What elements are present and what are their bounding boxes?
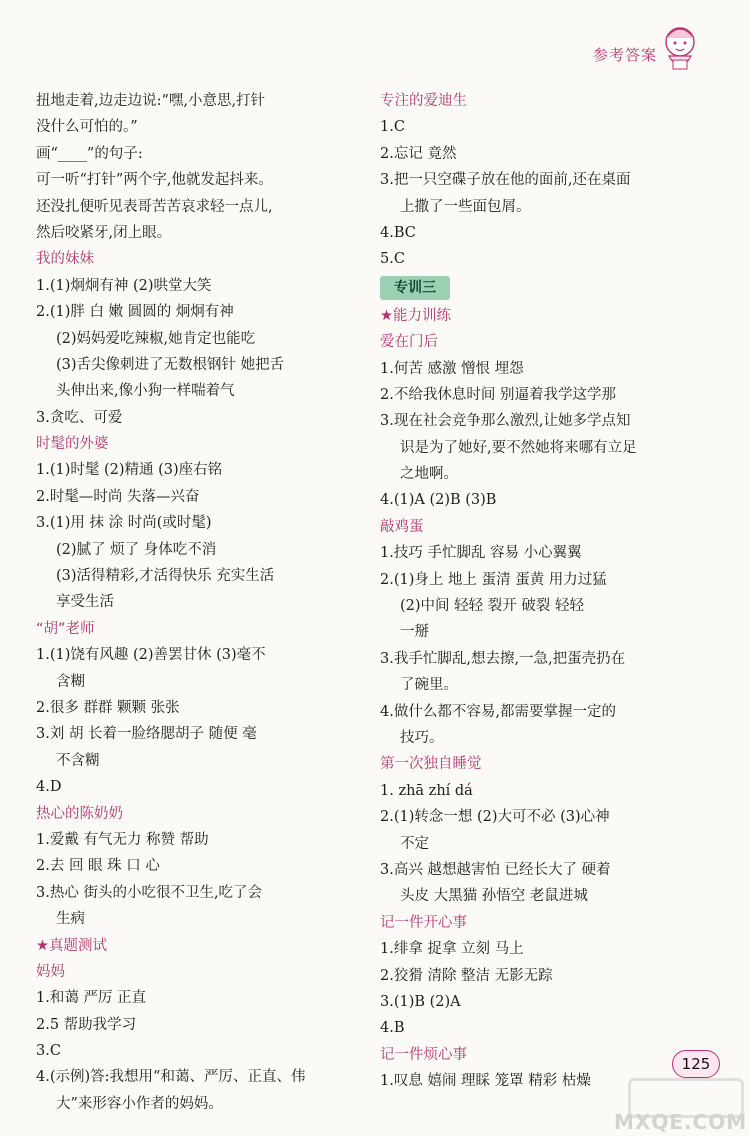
answer-line: 识是为了她好,要不然她将来哪有立足 [400, 439, 637, 456]
answer-line: 4.(1)A (2)B (3)B [380, 492, 497, 509]
section-heading: 妈妈 [36, 963, 65, 980]
section-heading: 时髦的外婆 [36, 436, 109, 453]
answer-line: 2.(1)转念一想 (2)大可不必 (3)心神 [380, 809, 610, 826]
watermark-logo [612, 1078, 748, 1134]
section-badge-row [380, 273, 720, 303]
section-heading: 记一件开心事 [380, 914, 467, 931]
answer-line: 头伸出来,像小狗一样喘着气 [56, 383, 235, 400]
answer-line: 然后咬紧牙,闭上眼。 [36, 224, 172, 241]
left-answer-column [36, 88, 376, 1117]
section-heading: “胡”老师 [36, 620, 95, 637]
answer-line: 2.(1)身上 地上 蛋清 蛋黄 用力过猛 [380, 571, 607, 588]
right-answer-column [380, 88, 720, 1094]
section-heading: 敲鸡蛋 [380, 518, 424, 535]
answer-line: 技巧。 [400, 729, 444, 746]
answer-line: 2.去 回 眼 珠 口 心 [36, 858, 160, 875]
answer-line: 4.(示例)答:我想用“和蔼、严厉、正直、伟 [36, 1069, 306, 1086]
answer-line: 没什么可怕的。” [36, 119, 138, 136]
answer-line: 3.我手忙脚乱,想去擦,一急,把蛋壳扔在 [380, 650, 626, 667]
answer-line: 4.D [36, 779, 62, 796]
answer-line: 2.时髦—时尚 失落—兴奋 [36, 488, 200, 505]
section-badge: 专训三 [380, 276, 450, 300]
answer-line: 1.绯拿 捉拿 立刻 马上 [380, 941, 524, 958]
answer-line: 2.狡猾 清除 整洁 无影无踪 [380, 967, 553, 984]
watermark-url: MXQE.COM [614, 1110, 748, 1134]
answer-line: 1. zhā zhí dá [380, 782, 473, 799]
answer-line: (2)中间 轻轻 裂开 破裂 轻轻 [400, 598, 584, 615]
answer-line: 1.爱戴 有气无力 称赞 帮助 [36, 831, 209, 848]
header-label: 参考答案 [592, 46, 657, 64]
answer-line: (3)活得精彩,才活得快乐 充实生活 [56, 568, 275, 585]
answer-line: 3.刘 胡 长着一脸络腮胡子 随便 毫 [36, 726, 257, 743]
answer-line: 3.贪吃、可爱 [36, 409, 123, 426]
answer-line: 2.不给我休息时间 别逼着我学这学那 [380, 386, 616, 403]
answer-line: 一掰 [400, 624, 429, 641]
answer-line: 不含糊 [56, 752, 100, 769]
answer-line: 头皮 大黑猫 孙悟空 老鼠进城 [400, 888, 588, 905]
section-heading: 记一件烦心事 [380, 1046, 467, 1063]
answer-line: 4.BC [380, 224, 416, 241]
answer-line: 3.现在社会竞争那么激烈,让她多学点知 [380, 413, 631, 430]
answer-line: 不定 [400, 835, 429, 852]
answer-line: 还没扎便听见表哥苦苦哀求轻一点儿, [36, 198, 273, 215]
answer-line: 2.很多 群群 颗颗 张张 [36, 699, 180, 716]
answer-line: 享受生活 [56, 594, 114, 611]
star-heading: ★真题测试 [36, 937, 107, 954]
answer-line: 1.(1)炯炯有神 (2)哄堂大笑 [36, 277, 212, 294]
answer-line: 1.(1)时髦 (2)精通 (3)座右铭 [36, 462, 223, 479]
answer-line: 3.(1)B (2)A [380, 993, 461, 1010]
answer-line: 生病 [56, 911, 85, 928]
answer-line: 1.和蔼 严厉 正直 [36, 990, 147, 1007]
answer-line: 扭地走着,边走边说:“嘿,小意思,打针 [36, 93, 266, 109]
answer-line: 画“____”的句子: [36, 145, 143, 162]
answer-line: 4.做什么都不容易,都需要掌握一定的 [380, 703, 616, 720]
answer-line: 含糊 [56, 673, 85, 690]
page-header [0, 0, 749, 80]
mascot-girl-icon [649, 16, 711, 78]
answer-line: 1.技巧 手忙脚乱 容易 小心翼翼 [380, 545, 582, 562]
answer-line: 1.C [380, 119, 405, 136]
answer-line: 上撒了一些面包屑。 [400, 198, 531, 215]
answer-line: (3)舌尖像刺进了无数根钢针 她把舌 [56, 356, 285, 373]
answer-line: 大”来形容小作者的妈妈。 [56, 1095, 223, 1112]
answer-line: 4.B [380, 1020, 405, 1037]
section-heading: 专注的爱迪生 [380, 93, 467, 109]
answer-line: (2)腻了 烦了 身体吃不消 [56, 541, 217, 558]
answer-line: 3.热心 街头的小吃很不卫生,吃了会 [36, 884, 263, 901]
section-heading: 热心的陈奶奶 [36, 805, 123, 822]
answer-line: 2.忘记 竟然 [380, 145, 457, 162]
answer-line: 1.(1)饶有风趣 (2)善罢甘休 (3)毫不 [36, 647, 266, 664]
answer-line: 3.C [36, 1043, 61, 1060]
answer-line: 可一听“打针”两个字,他就发起抖来。 [36, 172, 273, 189]
answer-line: 之地啊。 [400, 466, 458, 483]
section-heading: 第一次独自睡觉 [380, 756, 482, 773]
answer-line: 2.5 帮助我学习 [36, 1016, 137, 1033]
answer-line: 了碗里。 [400, 677, 458, 694]
answer-line: 1.何苦 感激 憎恨 埋怨 [380, 360, 524, 377]
answer-line: 3.把一只空碟子放在他的面前,还在桌面 [380, 172, 631, 189]
answer-line: 3.(1)用 抹 涂 时尚(或时髦) [36, 515, 212, 532]
star-heading: ★能力训练 [380, 307, 451, 324]
answer-line: 3.高兴 越想越害怕 已经长大了 硬着 [380, 861, 611, 878]
page-number: 125 [672, 1050, 720, 1078]
answer-line: 2.(1)胖 白 嫩 圆圆的 炯炯有神 [36, 304, 234, 321]
answer-line: (2)妈妈爱吃辣椒,她肯定也能吃 [56, 330, 256, 347]
answer-line: 1.叹息 嬉闹 理睬 笼罩 精彩 枯燥 [380, 1073, 591, 1090]
section-heading: 爱在门后 [380, 334, 438, 351]
answer-line: 5.C [380, 251, 405, 268]
section-heading: 我的妹妹 [36, 251, 94, 268]
